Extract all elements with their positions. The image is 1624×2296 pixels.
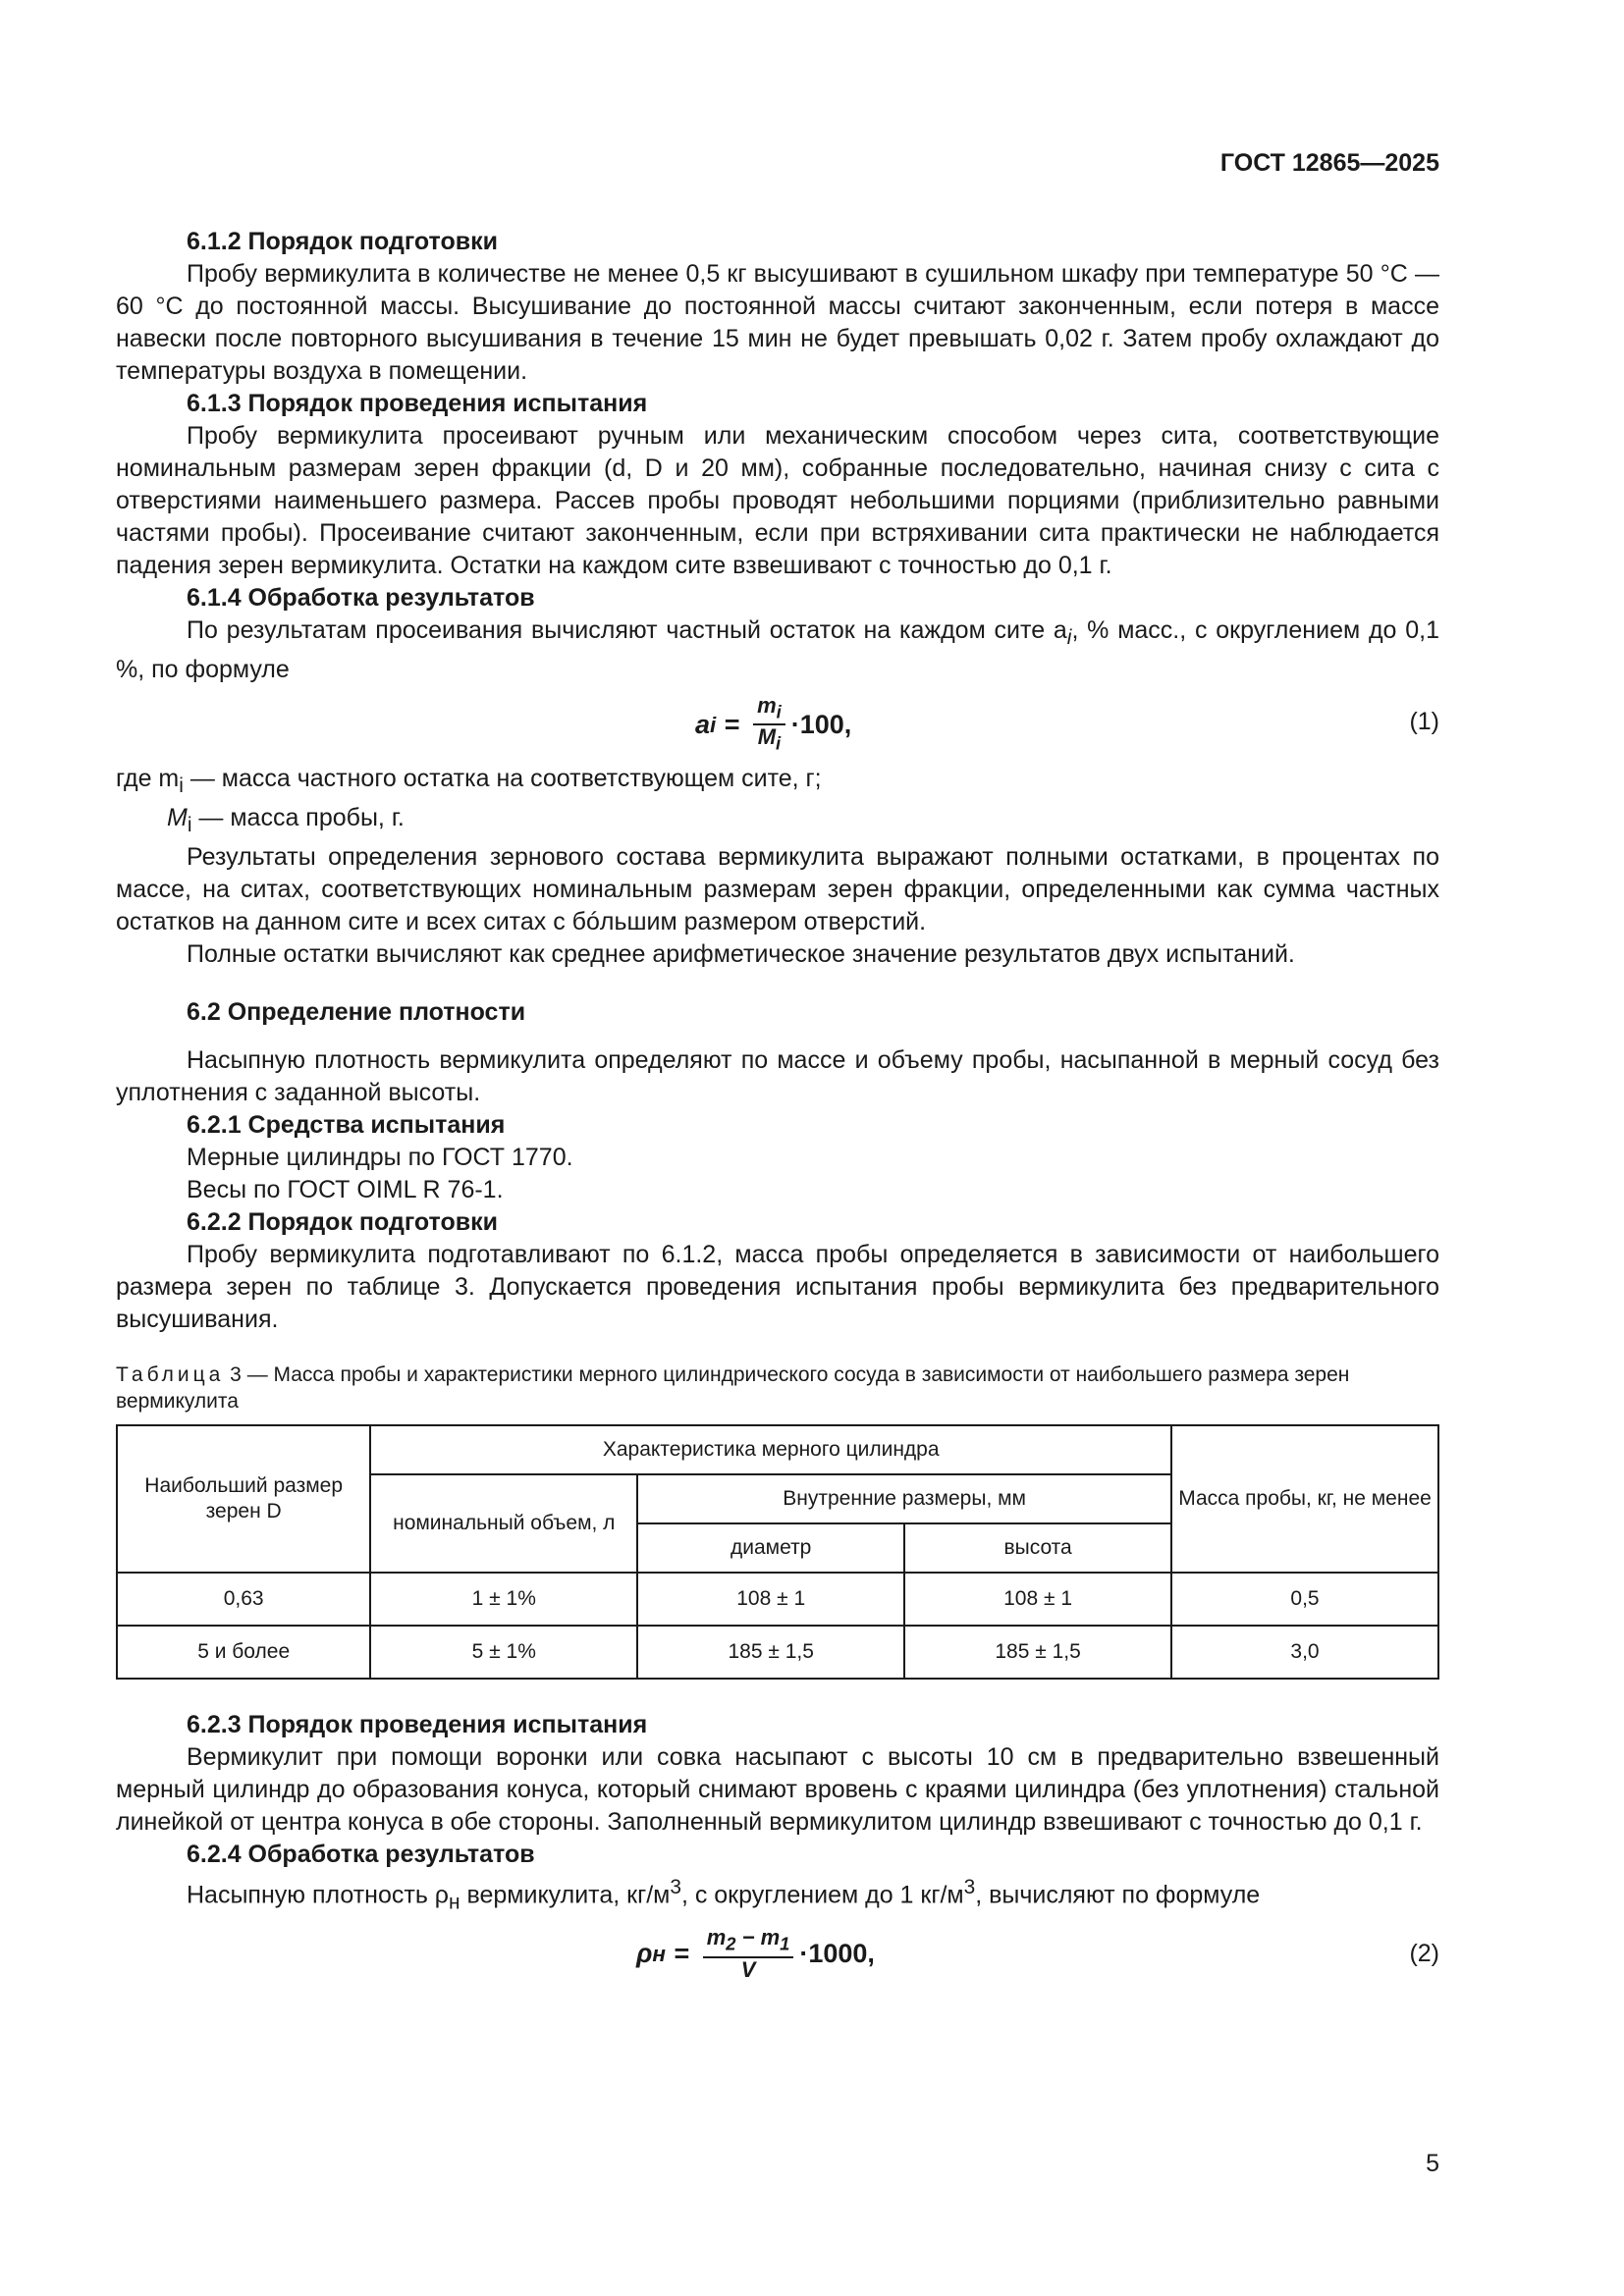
table-row (117, 1573, 1438, 1626)
table-3-caption: Таблица 3 — Масса пробы и характеристики мерного цилиндрического сосуда в зависимости от наибольшего размера зерен вермикулита (116, 1363, 1350, 1413)
formula-2-expression: ρ н = $\frac{m_2 - m_1}{V}$ ·1000, (636, 1925, 875, 1982)
document-body (116, 226, 1439, 1995)
table-header-height: высота (904, 1523, 1171, 1573)
paragraph-6-2-1-line2: Весы по ГОСТ OIML R 76-1. (187, 1176, 504, 1203)
where-clause-2: $M_i$ — масса пробы, г. (167, 804, 405, 836)
table-cell: 5 и более (117, 1626, 370, 1679)
table-cell: 108 ± 1 (904, 1573, 1171, 1626)
section-heading-6-1-3: 6.1.3 Порядок проведения испытания (187, 390, 648, 417)
table-3 (116, 1424, 1439, 1680)
paragraph-6-2-4: Насыпную плотность $\rho_н$ вермикулита, $кг/м^3$, с округлением до 1 $кг/м^3$, вычисляют по формуле (187, 1876, 1261, 1914)
paragraph-6-1-4-results: Результаты определения зернового состава вермикулита выражают полными остатками, в процентах по массе, на ситах, соответствующих номинальным размерам зерен фракции, определенными как сумма частных остатков на данном сите и всех ситах с бóльшим размером отверстий. (116, 843, 1439, 935)
page-number: 5 (1426, 2150, 1439, 2177)
section-heading-6-2-4: 6.2.4 Обработка результатов (187, 1841, 535, 1868)
table-header-grain-size: Наибольший размер зерен D (117, 1425, 370, 1573)
paragraph-6-1-4-average: Полные остатки вычисляют как среднее арифметическое значение результатов двух испытаний. (187, 940, 1295, 968)
table-header-cylinder: Характеристика мерного цилиндра (370, 1425, 1171, 1474)
formula-1-expression: a i = $\frac{m_i}{M_i}$ ·100, (695, 693, 852, 754)
paragraph-6-2-2: Пробу вермикулита подготавливают по 6.1.2, масса пробы определяется в зависимости от наибольшего размера зерен по таблице 3. Допускается проведения испытания пробы вермикулита без предварительного высушивания. (116, 1241, 1439, 1333)
formula-1 (116, 693, 1439, 754)
table-header-inner-dimensions: Внутренние размеры, мм (637, 1474, 1171, 1523)
section-heading-6-1-2: 6.1.2 Порядок подготовки (187, 228, 498, 255)
section-heading-6-2-3: 6.2.3 Порядок проведения испытания (187, 1711, 648, 1738)
formula-2 (116, 1926, 1439, 1981)
table-cell: 5 ± 1% (370, 1626, 637, 1679)
document-header: ГОСТ 12865—2025 (1219, 149, 1439, 177)
table-cell: 108 ± 1 (637, 1573, 904, 1626)
formula-1-number: (1) (1409, 708, 1439, 735)
table-header-diameter: диаметр (637, 1523, 904, 1573)
paragraph-6-1-3: Пробу вермикулита просеивают ручным или механическим способом через сита, соответствующие номинальным размерам зерен фракции (d, D и 20 мм), собранные последовательно, начиная снизу с сита с отверстиями наименьшего размера. Рассев пробы проводят небольшими порциями (приблизительно равными частями пробы). Просеивание считают законченным, если при встряхивании сита практически не наблюдается падения зерен вермикулита. Остатки на каждом сите взвешивают с точностью до 0,1 г. (116, 422, 1439, 579)
table-cell: 3,0 (1171, 1626, 1438, 1679)
table-cell: 1 ± 1% (370, 1573, 637, 1626)
table-row (117, 1626, 1438, 1679)
formula-2-number: (2) (1409, 1940, 1439, 1968)
table-header-volume: номинальный объем, л (370, 1474, 637, 1573)
section-heading-6-1-4: 6.1.4 Обработка результатов (187, 584, 535, 612)
table-cell: 185 ± 1,5 (904, 1626, 1171, 1679)
table-header-sample-mass: Масса пробы, кг, не менее (1171, 1425, 1438, 1573)
section-heading-6-2-2: 6.2.2 Порядок подготовки (187, 1208, 498, 1236)
paragraph-6-2-3: Вермикулит при помощи воронки или совка насыпают с высоты 10 см в предварительно взвешенный мерный цилиндр до образования конуса, который снимают вровень с краями цилиндра (без уплотнения) стальной линейкой от центра конуса в обе стороны. Заполненный вермикулитом цилиндр взвешивают с точностью до 0,1 г. (116, 1743, 1439, 1836)
paragraph-6-2-1-line1: Мерные цилиндры по ГОСТ 1770. (187, 1144, 573, 1171)
paragraph-6-1-2: Пробу вермикулита в количестве не менее 0,5 кг высушивают в сушильном шкафу при температуре 50 °С — 60 °С до постоянной массы. Высушивание до постоянной массы считают законченным, если потеря в массе навески после повторного высушивания в течение 15 мин не будет превышать 0,02 г. Затем пробу охлаждают до температуры воздуха в помещении. (116, 260, 1439, 385)
table-cell: 0,5 (1171, 1573, 1438, 1626)
table-cell: 0,63 (117, 1573, 370, 1626)
section-heading-6-2: 6.2 Определение плотности (187, 998, 526, 1026)
where-clause-1: где $m_i$ — масса частного остатка на соответствующем сите, г; (116, 765, 822, 797)
section-heading-6-2-1: 6.2.1 Средства испытания (187, 1111, 506, 1139)
paragraph-6-2: Насыпную плотность вермикулита определяют по массе и объему пробы, насыпанной в мерный сосуд без уплотнения с заданной высоты. (116, 1046, 1439, 1106)
paragraph-6-1-4: По результатам просеивания вычисляют частный остаток на каждом сите $a_i$, % масс., с округлением до 0,1 %, по формуле (116, 616, 1439, 683)
table-cell: 185 ± 1,5 (637, 1626, 904, 1679)
